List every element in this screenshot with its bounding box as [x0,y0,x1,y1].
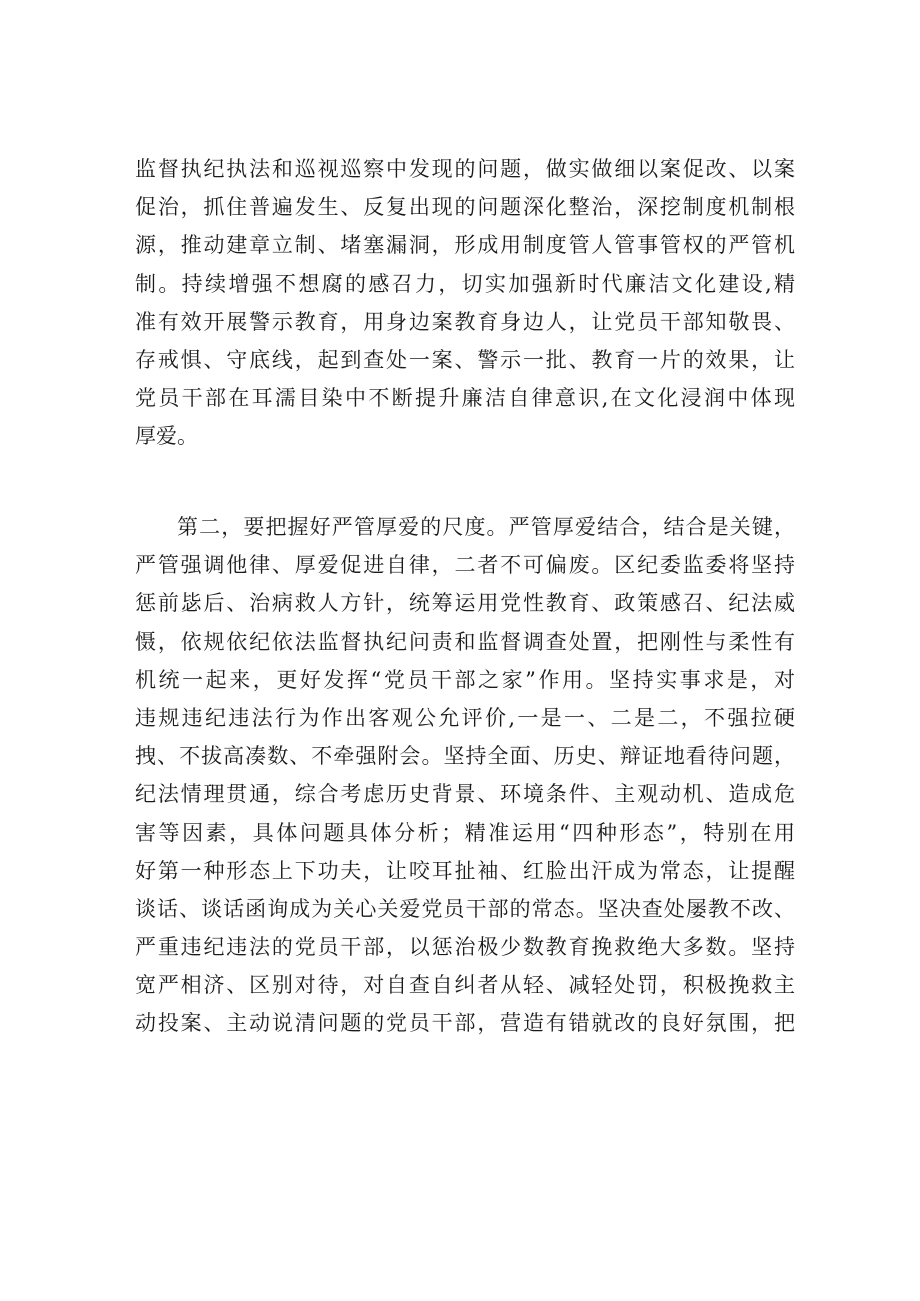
paragraph-line: 动投案、主动说清问题的党员干部，营造有错就改的良好氛围，把 [135,1011,795,1036]
paragraph-line: 存戒惧、守底线，起到查处一案、警示一批、教育一片的效果，让 [135,347,795,372]
paragraph-line: 谈话、谈话函询成为关心关爱党员干部的常态。坚决查处屡教不改、 [135,896,795,921]
paragraph-line: 违规违纪违法行为作出客观公允评价,一是一、二是二，不强拉硬 [135,705,795,730]
paragraph-2 [135,508,795,1043]
paragraph-line: 制。持续增强不想腐的感召力，切实加强新时代廉洁文化建设,精 [135,271,795,296]
paragraph-line: 拽、不拔高凑数、不牵强附会。坚持全面、历史、辩证地看待问题， [135,744,795,769]
paragraph-line: 宽严相济、区别对待，对自查自纠者从轻、减轻处罚，积极挽救主 [135,973,795,998]
paragraph-line: 纪法情理贯通，综合考虑历史背景、环境条件、主观动机、造成危 [135,782,795,807]
paragraph-line: 害等因素，具体问题具体分析；精准运用“四种形态”，特别在用 [135,820,795,845]
paragraph-1 [135,150,795,456]
paragraph-line: 慑，依规依纪依法监督执纪问责和监督调查处置，把刚性与柔性有 [135,629,795,654]
paragraph-line: 惩前毖后、治病救人方针，统筹运用党性教育、政策感召、纪法威 [135,591,795,616]
paragraph-line: 厚爱。 [135,424,198,449]
paragraph-line: 监督执纪执法和巡视巡察中发现的问题，做实做细以案促改、以案 [135,157,795,181]
paragraph-line: 严管强调他律、厚爱促进自律，二者不可偏废。区纪委监委将坚持 [135,553,795,578]
paragraph-line: 第二，要把握好严管厚爱的尺度。严管厚爱结合，结合是关键， [177,515,795,539]
paragraph-line: 促治，抓住普遍发生、反复出现的问题深化整治，深挖制度机制根 [135,195,795,220]
paragraph-line: 准有效开展警示教育，用身边案教育身边人，让党员干部知敬畏、 [135,309,795,334]
paragraph-line: 机统一起来，更好发挥“党员干部之家”作用。坚持实事求是，对 [135,667,795,692]
paragraph-line: 源，推动建章立制、堵塞漏洞，形成用制度管人管事管权的严管机 [135,233,795,258]
paragraph-line: 好第一种形态上下功夫，让咬耳扯袖、红脸出汗成为常态，让提醒 [135,858,795,883]
paragraph-line: 严重违纪违法的党员干部，以惩治极少数教育挽救绝大多数。坚持 [135,935,795,960]
paragraph-line: 党员干部在耳濡目染中不断提升廉洁自律意识,在文化浸润中体现 [135,386,795,411]
